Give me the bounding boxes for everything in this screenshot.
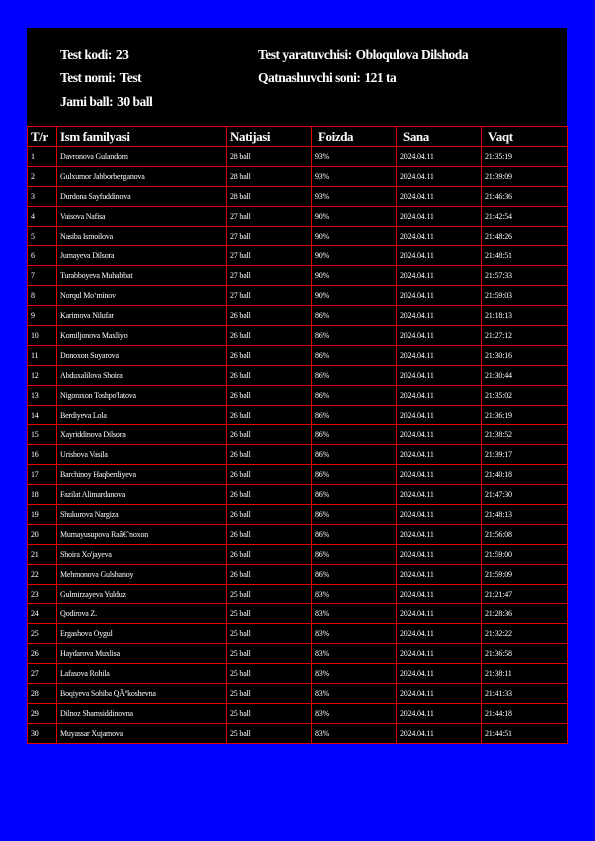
result-score: 27 ball xyxy=(227,206,312,226)
result-time: 21:30:16 xyxy=(482,345,568,365)
row-number: 8 xyxy=(28,286,57,306)
result-time: 21:36:19 xyxy=(482,405,568,425)
participant-name: Qodirova Z. xyxy=(57,604,227,624)
result-date: 2024.04.11 xyxy=(397,306,482,326)
result-percent: 83% xyxy=(312,584,397,604)
participant-name: Haydarova Muxlisa xyxy=(57,644,227,664)
result-date: 2024.04.11 xyxy=(397,147,482,167)
result-time: 21:27:12 xyxy=(482,326,568,346)
table-row xyxy=(28,286,568,306)
result-percent: 83% xyxy=(312,684,397,704)
total-score-label: Jami ball: xyxy=(60,94,114,109)
result-score: 25 ball xyxy=(227,664,312,684)
table-row xyxy=(28,186,568,206)
result-score: 27 ball xyxy=(227,266,312,286)
result-percent: 86% xyxy=(312,564,397,584)
participant-name: Karimova Nilufar xyxy=(57,306,227,326)
table-row xyxy=(28,425,568,445)
row-number: 7 xyxy=(28,266,57,286)
row-number: 25 xyxy=(28,624,57,644)
table-row xyxy=(28,345,568,365)
row-number: 17 xyxy=(28,465,57,485)
table-row xyxy=(28,306,568,326)
table-row xyxy=(28,703,568,723)
result-date: 2024.04.11 xyxy=(397,544,482,564)
result-date: 2024.04.11 xyxy=(397,604,482,624)
table-header-row xyxy=(28,127,568,147)
table-row xyxy=(28,505,568,525)
row-number: 12 xyxy=(28,365,57,385)
table-row xyxy=(28,266,568,286)
col-header-percent: Foizda xyxy=(312,127,397,147)
row-number: 27 xyxy=(28,664,57,684)
result-time: 21:39:09 xyxy=(482,166,568,186)
result-time: 21:21:47 xyxy=(482,584,568,604)
row-number: 10 xyxy=(28,326,57,346)
row-number: 9 xyxy=(28,306,57,326)
result-date: 2024.04.11 xyxy=(397,166,482,186)
participant-name: Lafasova Rohila xyxy=(57,664,227,684)
result-score: 28 ball xyxy=(227,166,312,186)
result-percent: 93% xyxy=(312,166,397,186)
result-time: 21:39:17 xyxy=(482,445,568,465)
result-time: 21:18:13 xyxy=(482,306,568,326)
result-date: 2024.04.11 xyxy=(397,664,482,684)
result-time: 21:59:03 xyxy=(482,286,568,306)
participant-name: Urishova Vasila xyxy=(57,445,227,465)
result-date: 2024.04.11 xyxy=(397,345,482,365)
col-header-result: Natijasi xyxy=(227,127,312,147)
test-name-label: Test nomi: xyxy=(60,70,116,85)
row-number: 22 xyxy=(28,564,57,584)
table-row xyxy=(28,684,568,704)
result-date: 2024.04.11 xyxy=(397,405,482,425)
participant-name: Mumayusupova Raâ€˜noxon xyxy=(57,524,227,544)
table-row xyxy=(28,644,568,664)
row-number: 3 xyxy=(28,186,57,206)
result-score: 25 ball xyxy=(227,604,312,624)
result-time: 21:48:13 xyxy=(482,505,568,525)
test-name xyxy=(60,70,141,86)
result-percent: 86% xyxy=(312,524,397,544)
result-percent: 90% xyxy=(312,226,397,246)
result-score: 26 ball xyxy=(227,385,312,405)
result-percent: 83% xyxy=(312,644,397,664)
test-code xyxy=(60,47,128,63)
result-date: 2024.04.11 xyxy=(397,624,482,644)
result-score: 26 ball xyxy=(227,564,312,584)
result-date: 2024.04.11 xyxy=(397,365,482,385)
participants-value: 121 ta xyxy=(364,70,397,85)
table-row xyxy=(28,604,568,624)
row-number: 28 xyxy=(28,684,57,704)
result-score: 28 ball xyxy=(227,147,312,167)
table-row xyxy=(28,206,568,226)
participant-name: Nigoraxon Toshpo'latova xyxy=(57,385,227,405)
result-percent: 90% xyxy=(312,206,397,226)
test-creator-value: Obloqulova Dilshoda xyxy=(355,47,469,62)
row-number: 5 xyxy=(28,226,57,246)
participant-name: Durdona Sayfuddinova xyxy=(57,186,227,206)
results-table xyxy=(27,126,568,744)
result-date: 2024.04.11 xyxy=(397,445,482,465)
participant-name: Gulxumor Jabborberganova xyxy=(57,166,227,186)
result-time: 21:32:22 xyxy=(482,624,568,644)
result-score: 26 ball xyxy=(227,425,312,445)
table-row xyxy=(28,723,568,743)
result-time: 21:38:11 xyxy=(482,664,568,684)
result-time: 21:41:33 xyxy=(482,684,568,704)
total-score-value: 30 ball xyxy=(117,94,153,109)
row-number: 19 xyxy=(28,505,57,525)
result-date: 2024.04.11 xyxy=(397,564,482,584)
row-number: 23 xyxy=(28,584,57,604)
result-time: 21:44:18 xyxy=(482,703,568,723)
result-time: 21:30:44 xyxy=(482,365,568,385)
result-percent: 93% xyxy=(312,147,397,167)
result-time: 21:40:18 xyxy=(482,465,568,485)
participant-name: Vaisova Nafisa xyxy=(57,206,227,226)
result-time: 21:48:51 xyxy=(482,246,568,266)
result-time: 21:56:08 xyxy=(482,524,568,544)
test-creator xyxy=(258,47,468,63)
result-percent: 90% xyxy=(312,246,397,266)
result-percent: 83% xyxy=(312,723,397,743)
result-date: 2024.04.11 xyxy=(397,465,482,485)
table-row xyxy=(28,544,568,564)
participant-name: Norqul Moʻminov xyxy=(57,286,227,306)
test-creator-label: Test yaratuvchisi: xyxy=(258,47,352,62)
row-number: 4 xyxy=(28,206,57,226)
result-date: 2024.04.11 xyxy=(397,266,482,286)
result-score: 26 ball xyxy=(227,306,312,326)
result-percent: 86% xyxy=(312,345,397,365)
row-number: 16 xyxy=(28,445,57,465)
table-row xyxy=(28,524,568,544)
result-time: 21:35:19 xyxy=(482,147,568,167)
result-score: 25 ball xyxy=(227,684,312,704)
result-date: 2024.04.11 xyxy=(397,186,482,206)
participants-label: Qatnashuvchi soni: xyxy=(258,70,361,85)
col-header-date: Sana xyxy=(397,127,482,147)
result-percent: 90% xyxy=(312,286,397,306)
test-code-label: Test kodi: xyxy=(60,47,112,62)
participant-name: Davronova Gulandom xyxy=(57,147,227,167)
row-number: 14 xyxy=(28,405,57,425)
result-time: 21:59:00 xyxy=(482,544,568,564)
result-score: 26 ball xyxy=(227,405,312,425)
row-number: 29 xyxy=(28,703,57,723)
col-header-number: T/r xyxy=(28,127,57,147)
participant-name: Shoira Xo'jayeva xyxy=(57,544,227,564)
result-score: 26 ball xyxy=(227,445,312,465)
result-time: 21:47:30 xyxy=(482,485,568,505)
result-score: 27 ball xyxy=(227,286,312,306)
table-body xyxy=(28,147,568,744)
participant-name: Muyassar Xujamova xyxy=(57,723,227,743)
test-code-value: 23 xyxy=(115,47,129,62)
result-percent: 93% xyxy=(312,186,397,206)
table-row xyxy=(28,485,568,505)
result-time: 21:48:26 xyxy=(482,226,568,246)
table-row xyxy=(28,385,568,405)
result-score: 26 ball xyxy=(227,505,312,525)
result-score: 26 ball xyxy=(227,544,312,564)
result-date: 2024.04.11 xyxy=(397,385,482,405)
table-row xyxy=(28,405,568,425)
result-date: 2024.04.11 xyxy=(397,684,482,704)
result-score: 26 ball xyxy=(227,326,312,346)
participant-name: Dilnoz Shamsiddinovna xyxy=(57,703,227,723)
result-percent: 86% xyxy=(312,465,397,485)
table-row xyxy=(28,147,568,167)
result-score: 27 ball xyxy=(227,246,312,266)
col-header-time: Vaqt xyxy=(482,127,568,147)
result-score: 26 ball xyxy=(227,365,312,385)
table-row xyxy=(28,226,568,246)
result-percent: 86% xyxy=(312,505,397,525)
result-percent: 86% xyxy=(312,445,397,465)
row-number: 26 xyxy=(28,644,57,664)
result-time: 21:44:51 xyxy=(482,723,568,743)
table-row xyxy=(28,584,568,604)
row-number: 15 xyxy=(28,425,57,445)
result-score: 25 ball xyxy=(227,624,312,644)
result-time: 21:36:58 xyxy=(482,644,568,664)
result-date: 2024.04.11 xyxy=(397,425,482,445)
table-row xyxy=(28,664,568,684)
table-row xyxy=(28,166,568,186)
table-row xyxy=(28,326,568,346)
result-date: 2024.04.11 xyxy=(397,226,482,246)
result-percent: 86% xyxy=(312,485,397,505)
result-date: 2024.04.11 xyxy=(397,524,482,544)
participant-name: Fazilat Alimardanova xyxy=(57,485,227,505)
result-date: 2024.04.11 xyxy=(397,644,482,664)
result-time: 21:42:54 xyxy=(482,206,568,226)
result-percent: 86% xyxy=(312,544,397,564)
result-percent: 83% xyxy=(312,703,397,723)
result-date: 2024.04.11 xyxy=(397,505,482,525)
participant-name: Komiljonova Maxliyo xyxy=(57,326,227,346)
participant-name: Abduxalilova Shoira xyxy=(57,365,227,385)
participant-name: Boqiyeva Sohiba QÃºkoshevna xyxy=(57,684,227,704)
table-row xyxy=(28,445,568,465)
table-row xyxy=(28,246,568,266)
result-time: 21:28:36 xyxy=(482,604,568,624)
row-number: 11 xyxy=(28,345,57,365)
row-number: 18 xyxy=(28,485,57,505)
test-info-header xyxy=(27,28,567,126)
result-date: 2024.04.11 xyxy=(397,326,482,346)
result-date: 2024.04.11 xyxy=(397,723,482,743)
row-number: 24 xyxy=(28,604,57,624)
participant-name: Ergashova Oygul xyxy=(57,624,227,644)
result-percent: 83% xyxy=(312,604,397,624)
result-percent: 86% xyxy=(312,405,397,425)
result-score: 25 ball xyxy=(227,703,312,723)
result-date: 2024.04.11 xyxy=(397,206,482,226)
result-score: 26 ball xyxy=(227,345,312,365)
row-number: 13 xyxy=(28,385,57,405)
result-score: 25 ball xyxy=(227,723,312,743)
result-time: 21:59:09 xyxy=(482,564,568,584)
result-date: 2024.04.11 xyxy=(397,703,482,723)
participant-name: Xayriddinova Dilsora xyxy=(57,425,227,445)
result-percent: 86% xyxy=(312,425,397,445)
row-number: 21 xyxy=(28,544,57,564)
total-score xyxy=(60,94,152,110)
result-percent: 83% xyxy=(312,624,397,644)
participant-name: Turabboyeva Muhabbat xyxy=(57,266,227,286)
results-sheet xyxy=(27,28,567,744)
participant-name: Berdiyeva Lola xyxy=(57,405,227,425)
row-number: 30 xyxy=(28,723,57,743)
result-percent: 86% xyxy=(312,306,397,326)
result-score: 25 ball xyxy=(227,584,312,604)
result-score: 26 ball xyxy=(227,524,312,544)
result-date: 2024.04.11 xyxy=(397,246,482,266)
table-row xyxy=(28,465,568,485)
row-number: 2 xyxy=(28,166,57,186)
result-score: 26 ball xyxy=(227,485,312,505)
result-time: 21:57:33 xyxy=(482,266,568,286)
participants-count xyxy=(258,70,396,86)
participant-name: Nasiba Ismoilova xyxy=(57,226,227,246)
result-time: 21:38:52 xyxy=(482,425,568,445)
table-row xyxy=(28,624,568,644)
participant-name: Jumayeva Dilsora xyxy=(57,246,227,266)
row-number: 6 xyxy=(28,246,57,266)
result-score: 26 ball xyxy=(227,465,312,485)
result-date: 2024.04.11 xyxy=(397,584,482,604)
participant-name: Mehmonova Gulshanoy xyxy=(57,564,227,584)
participant-name: Barchinoy Haqberdiyeva xyxy=(57,465,227,485)
participant-name: Gulmirzayeva Yulduz xyxy=(57,584,227,604)
result-percent: 86% xyxy=(312,385,397,405)
result-time: 21:46:36 xyxy=(482,186,568,206)
table-row xyxy=(28,564,568,584)
table-row xyxy=(28,365,568,385)
result-score: 27 ball xyxy=(227,226,312,246)
row-number: 20 xyxy=(28,524,57,544)
result-percent: 86% xyxy=(312,365,397,385)
participant-name: Donoxon Suyarova xyxy=(57,345,227,365)
result-percent: 83% xyxy=(312,664,397,684)
result-percent: 86% xyxy=(312,326,397,346)
row-number: 1 xyxy=(28,147,57,167)
result-score: 28 ball xyxy=(227,186,312,206)
result-date: 2024.04.11 xyxy=(397,485,482,505)
result-score: 25 ball xyxy=(227,644,312,664)
col-header-name: Ism familyasi xyxy=(57,127,227,147)
result-time: 21:35:02 xyxy=(482,385,568,405)
result-percent: 90% xyxy=(312,266,397,286)
result-date: 2024.04.11 xyxy=(397,286,482,306)
participant-name: Shukurova Nargiza xyxy=(57,505,227,525)
test-name-value: Test xyxy=(119,70,142,85)
